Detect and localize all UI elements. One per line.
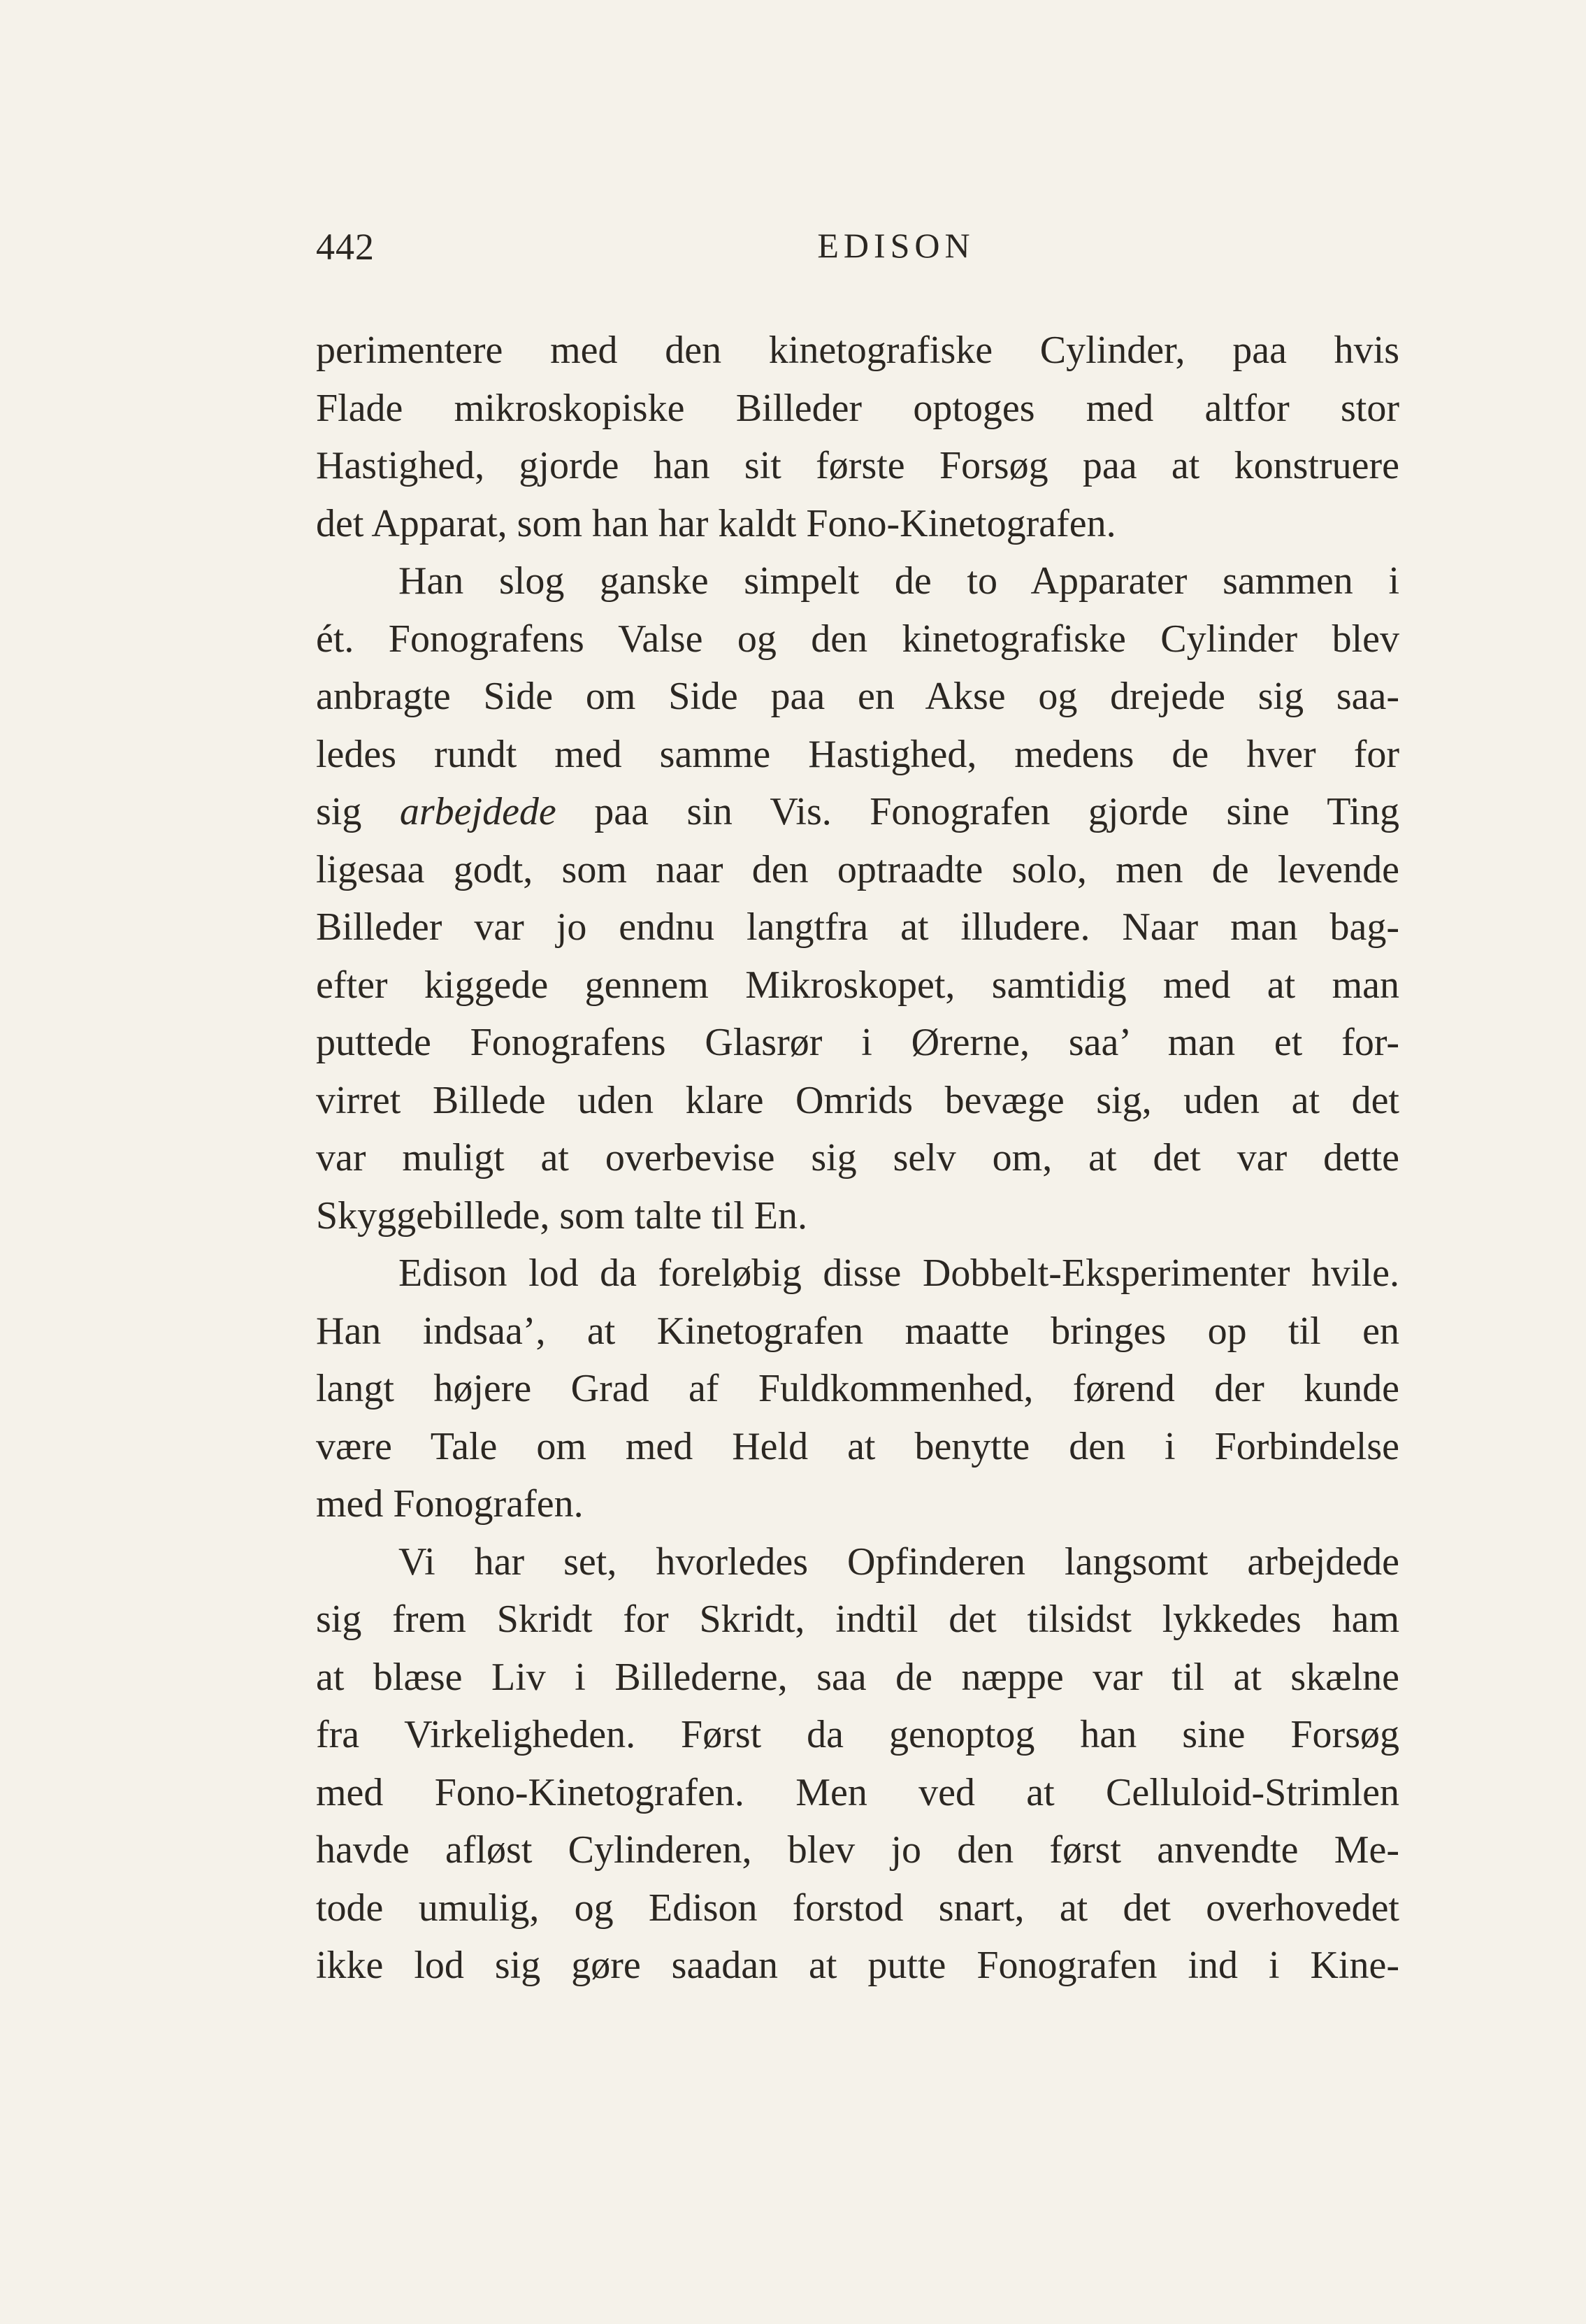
text-line: Billeder var jo endnu langtfra at illudere. Naar man bag-	[316, 905, 1399, 949]
text-line: sig frem Skridt for Skridt, indtil det tilsidst lykkedes ham	[316, 1598, 1399, 1641]
text-line: ét. Fonografens Valse og den kinetografiske Cylinder blev	[316, 617, 1399, 661]
text-line: ligesaa godt, som naar den optraadte solo, men de levende	[316, 847, 1399, 891]
text-line: var muligt at overbevise sig selv om, at det var dette	[316, 1136, 1399, 1179]
text-line: Flade mikroskopiske Billeder optoges med altfor stor	[316, 386, 1399, 430]
text-line	[316, 783, 1399, 841]
text-line: Edison lod da foreløbig disse Dobbelt-Eksperimenter hvile.	[398, 1251, 1399, 1295]
page-header	[316, 225, 1399, 281]
text-line: fra Virkeligheden. Først da genoptog han sine Forsøg	[316, 1713, 1399, 1756]
text-line: havde afløst Cylinderen, blev jo den først anvendte Me-	[316, 1828, 1399, 1872]
page-number: 442	[316, 226, 375, 268]
text-line: Vi har set, hvorledes Opfinderen langsomt arbejdede	[398, 1540, 1399, 1584]
body-text	[316, 322, 1399, 1995]
text-line: Hastighed, gjorde han sit første Forsøg paa at konstruere	[316, 444, 1399, 487]
text-line: at blæse Liv i Billederne, saa de næppe var til at skælne	[316, 1655, 1399, 1699]
text-line: være Tale om med Held at benytte den i Forbindelse	[316, 1424, 1399, 1468]
text-line: Han indsaa’, at Kinetografen maatte bringes op til en	[316, 1309, 1399, 1353]
text-line: puttede Fonografens Glasrør i Ørerne, saa’ man et for-	[316, 1021, 1399, 1064]
text-line: med Fono-Kinetografen. Men ved at Celluloid-Strimlen	[316, 1770, 1399, 1814]
text-fragment: sig	[316, 790, 400, 833]
text-line: tode umulig, og Edison forstod snart, at det overhovedet	[316, 1886, 1399, 1930]
text-line: Han slog ganske simpelt de to Apparater sammen i	[398, 559, 1399, 603]
text-line: ledes rundt med samme Hastighed, medens de hver for	[316, 732, 1399, 776]
text-line: det Apparat, som han har kaldt Fono-Kinetografen.	[316, 501, 1116, 545]
text-line: Skyggebillede, som talte til En.	[316, 1193, 808, 1238]
text-fragment: paa sin Vis. Fonografen gjorde sine Ting	[556, 790, 1399, 833]
text-line: perimentere med den kinetografiske Cylinder, paa hvis	[316, 329, 1399, 372]
italic-word: arbejdede	[399, 790, 556, 833]
text-line: efter kiggede gennem Mikroskopet, samtidig med at man	[316, 963, 1399, 1007]
text-line: med Fonografen.	[316, 1482, 584, 1526]
running-head: EDISON	[817, 226, 975, 265]
text-line: anbragte Side om Side paa en Akse og drejede sig saa-	[316, 675, 1399, 718]
text-line: ikke lod sig gøre saadan at putte Fonografen ind i Kine-	[316, 1944, 1399, 1987]
text-line: langt højere Grad af Fuldkommenhed, førend der kunde	[316, 1367, 1399, 1410]
text-line: virret Billede uden klare Omrids bevæge sig, uden at det	[316, 1078, 1399, 1122]
